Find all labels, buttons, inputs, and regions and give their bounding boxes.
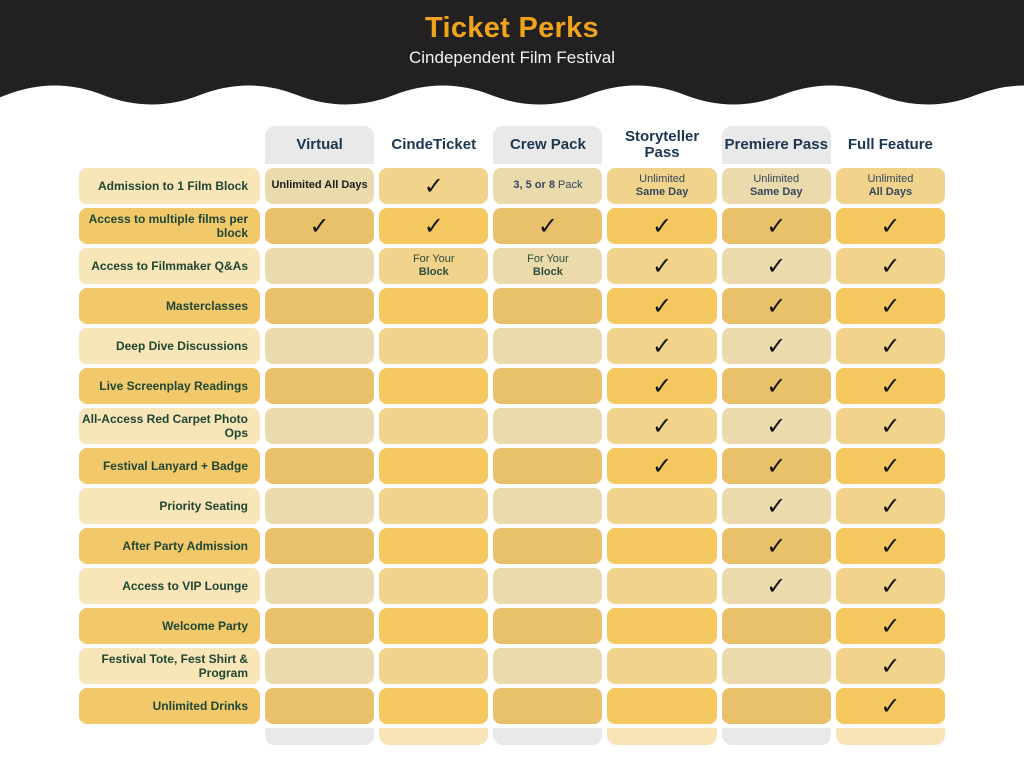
- column-header-cindeticket: [379, 126, 488, 164]
- perk-cell: [379, 368, 488, 404]
- check-icon: ✓: [880, 572, 901, 600]
- perk-cell: [265, 168, 374, 204]
- perk-cell: [836, 568, 945, 604]
- cell-text: Unlimited: [639, 172, 685, 185]
- perk-cell: [722, 488, 831, 524]
- check-icon: ✓: [423, 212, 444, 240]
- check-icon: ✓: [652, 412, 673, 440]
- perk-cell: [379, 288, 488, 324]
- perk-cell: [379, 328, 488, 364]
- perk-cell: [493, 608, 602, 644]
- perk-cell: [493, 168, 602, 204]
- check-icon: ✓: [880, 212, 901, 240]
- cell-text: Block: [418, 266, 449, 278]
- perk-label-live-screenplay-readings: Live Screenplay Readings: [79, 368, 260, 404]
- perk-label-unlimited-drinks: Unlimited Drinks: [79, 688, 260, 724]
- check-icon: ✓: [652, 292, 673, 320]
- column-footer-storyteller-pass: [607, 728, 716, 745]
- perk-cell: [493, 208, 602, 244]
- perk-cell: [722, 608, 831, 644]
- perk-cell: [379, 608, 488, 644]
- perk-cell: [836, 328, 945, 364]
- perk-cell: [722, 448, 831, 484]
- cell-text: Same Day: [635, 186, 689, 198]
- column-footer-crew-pack: [493, 728, 602, 745]
- check-icon: ✓: [880, 332, 901, 360]
- cell-text: Block: [532, 266, 563, 278]
- perk-cell: [493, 288, 602, 324]
- perk-label-welcome-party: Welcome Party: [79, 608, 260, 644]
- perk-cell: [493, 248, 602, 284]
- check-icon: ✓: [766, 332, 787, 360]
- check-icon: ✓: [766, 212, 787, 240]
- perk-cell: [722, 168, 831, 204]
- perk-cell: [379, 408, 488, 444]
- perk-cell: [722, 408, 831, 444]
- column-footer-virtual: [265, 728, 374, 745]
- perk-cell: [379, 168, 488, 204]
- check-icon: ✓: [652, 332, 673, 360]
- perk-cell: [493, 528, 602, 564]
- header-band: [0, 0, 1024, 118]
- check-icon: ✓: [766, 452, 787, 480]
- perk-cell: [607, 608, 716, 644]
- perk-cell: [265, 328, 374, 364]
- check-icon: ✓: [880, 372, 901, 400]
- perk-cell: [265, 448, 374, 484]
- perk-cell: [836, 168, 945, 204]
- column-footer-cindeticket: [379, 728, 488, 745]
- check-icon: ✓: [880, 252, 901, 280]
- perk-label-masterclasses: Masterclasses: [79, 288, 260, 324]
- perk-cell: [836, 408, 945, 444]
- perk-label-festival-tote-fest-shirt-program: Festival Tote, Fest Shirt & Program: [79, 648, 260, 684]
- perk-cell: [265, 608, 374, 644]
- perk-cell: [836, 368, 945, 404]
- perk-cell: [722, 328, 831, 364]
- check-icon: ✓: [766, 292, 787, 320]
- perk-cell: [722, 248, 831, 284]
- perk-cell: [836, 688, 945, 724]
- perk-label-deep-dive-discussions: Deep Dive Discussions: [79, 328, 260, 364]
- perk-cell: [265, 648, 374, 684]
- perk-cell: [607, 648, 716, 684]
- perk-cell: [607, 288, 716, 324]
- perk-cell: [265, 688, 374, 724]
- check-icon: ✓: [766, 492, 787, 520]
- check-icon: ✓: [880, 612, 901, 640]
- perk-cell: [493, 488, 602, 524]
- perk-cell: [379, 568, 488, 604]
- column-header-label: Virtual: [296, 135, 343, 153]
- perk-cell: [379, 248, 488, 284]
- cell-text: For Your: [412, 252, 455, 265]
- column-header-premiere-pass: [722, 126, 831, 164]
- perk-cell: [493, 368, 602, 404]
- perk-cell: [607, 248, 716, 284]
- perk-label-festival-lanyard-badge: Festival Lanyard + Badge: [79, 448, 260, 484]
- perk-cell: [836, 488, 945, 524]
- perk-label-access-to-vip-lounge: Access to VIP Lounge: [79, 568, 260, 604]
- perk-cell: [493, 328, 602, 364]
- column-header-full-feature: [836, 126, 945, 164]
- perk-cell: [722, 208, 831, 244]
- perk-label-priority-seating: Priority Seating: [79, 488, 260, 524]
- perks-grid: [79, 126, 945, 745]
- column-footer-full-feature: [836, 728, 945, 745]
- perk-cell: [836, 648, 945, 684]
- perk-label-admission-to-1-film-block: Admission to 1 Film Block: [79, 168, 260, 204]
- check-icon: ✓: [880, 652, 901, 680]
- column-header-crew-pack: [493, 126, 602, 164]
- column-header-storyteller-pass: [607, 126, 716, 164]
- perk-cell: [379, 688, 488, 724]
- perk-cell: [379, 448, 488, 484]
- perk-cell: [607, 208, 716, 244]
- perk-cell: [722, 368, 831, 404]
- check-icon: ✓: [766, 412, 787, 440]
- page-title: Ticket Perks: [425, 12, 599, 44]
- check-icon: ✓: [537, 212, 558, 240]
- perk-cell: [722, 288, 831, 324]
- perk-cell: [493, 448, 602, 484]
- page-subtitle: Cindependent Film Festival: [409, 48, 615, 67]
- check-icon: ✓: [880, 692, 901, 720]
- perk-cell: [722, 568, 831, 604]
- perk-label-after-party-admission: After Party Admission: [79, 528, 260, 564]
- perk-cell: [607, 528, 716, 564]
- perk-cell: [607, 328, 716, 364]
- perk-cell: [265, 368, 374, 404]
- perk-cell: [379, 528, 488, 564]
- perk-cell: [836, 288, 945, 324]
- cell-text: Unlimited: [753, 172, 800, 185]
- cell-text: Same Day: [749, 186, 803, 198]
- column-header-virtual: [265, 126, 374, 164]
- check-icon: ✓: [766, 532, 787, 560]
- perk-cell: [836, 608, 945, 644]
- perk-cell: [836, 208, 945, 244]
- perk-cell: [836, 448, 945, 484]
- column-footer-premiere-pass: [722, 728, 831, 745]
- perk-cell: [607, 488, 716, 524]
- perk-cell: [265, 248, 374, 284]
- check-icon: ✓: [652, 212, 673, 240]
- perk-cell: [607, 168, 716, 204]
- perk-cell: [379, 208, 488, 244]
- perk-label-access-to-filmmaker-q-as: Access to Filmmaker Q&As: [79, 248, 260, 284]
- perk-cell: [265, 408, 374, 444]
- perk-cell: [493, 688, 602, 724]
- check-icon: ✓: [309, 212, 330, 240]
- perk-cell: [493, 648, 602, 684]
- perk-cell: [607, 688, 716, 724]
- perk-cell: [836, 528, 945, 564]
- perk-cell: [607, 408, 716, 444]
- perk-cell: [265, 568, 374, 604]
- check-icon: ✓: [880, 412, 901, 440]
- perk-cell: [379, 488, 488, 524]
- check-icon: ✓: [880, 292, 901, 320]
- perk-cell: [379, 648, 488, 684]
- perk-cell: [265, 208, 374, 244]
- header-spacer: [79, 126, 260, 164]
- check-icon: ✓: [880, 452, 901, 480]
- column-header-label: Full Feature: [847, 135, 933, 153]
- column-header-label: Premiere Pass: [724, 135, 828, 153]
- perk-cell: [493, 568, 602, 604]
- cell-text: 3, 5 or 8 Pack: [513, 179, 583, 192]
- column-header-label: Storyteller Pass: [624, 127, 700, 161]
- perk-cell: [836, 248, 945, 284]
- perk-label-all-access-red-carpet-photo-ops: All-Access Red Carpet Photo Ops: [79, 408, 260, 444]
- perk-cell: [607, 568, 716, 604]
- perk-cell: [265, 488, 374, 524]
- perk-label-access-to-multiple-films-per-block: Access to multiple films per block: [79, 208, 260, 244]
- check-icon: ✓: [766, 372, 787, 400]
- perk-cell: [722, 688, 831, 724]
- check-icon: ✓: [652, 372, 673, 400]
- perks-table: [79, 126, 945, 745]
- check-icon: ✓: [652, 252, 673, 280]
- perk-cell: [722, 528, 831, 564]
- cell-text: Unlimited All Days: [271, 179, 368, 192]
- perk-cell: [607, 368, 716, 404]
- column-header-label: CindeTicket: [391, 135, 477, 153]
- wave-divider: [0, 68, 1024, 118]
- check-icon: ✓: [423, 172, 444, 200]
- check-icon: ✓: [652, 452, 673, 480]
- check-icon: ✓: [766, 252, 787, 280]
- cell-text: Unlimited: [867, 172, 914, 185]
- perk-cell: [722, 648, 831, 684]
- perk-cell: [265, 528, 374, 564]
- perk-cell: [493, 408, 602, 444]
- check-icon: ✓: [766, 572, 787, 600]
- perk-cell: [265, 288, 374, 324]
- perk-cell: [607, 448, 716, 484]
- column-header-label: Crew Pack: [509, 135, 586, 153]
- check-icon: ✓: [880, 532, 901, 560]
- check-icon: ✓: [880, 492, 901, 520]
- cell-text: All Days: [868, 186, 913, 198]
- cell-text: For Your: [527, 252, 569, 265]
- footer-spacer: [79, 728, 260, 745]
